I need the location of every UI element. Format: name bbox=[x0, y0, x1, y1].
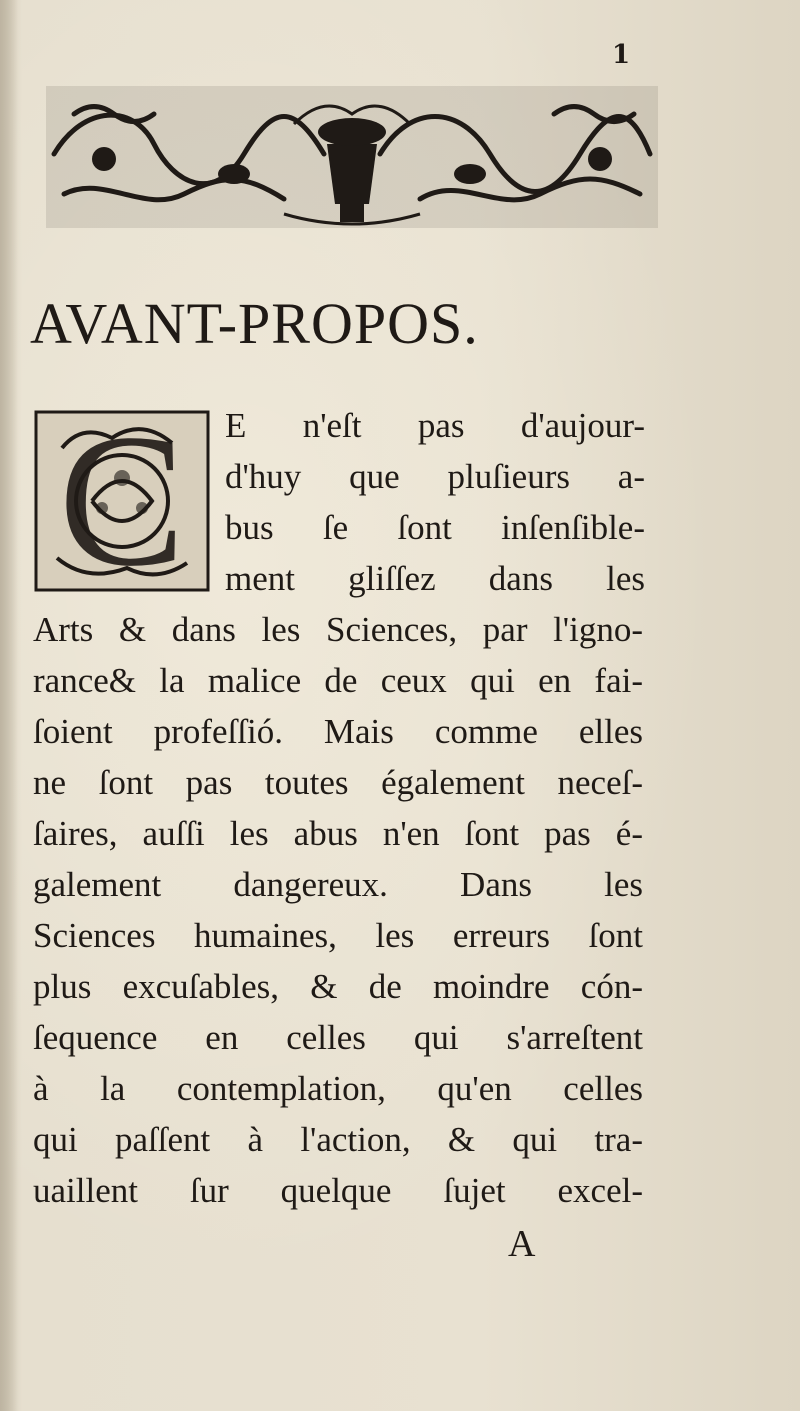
text-line: qui paſſent à l'action, & qui tra- bbox=[33, 1120, 643, 1159]
text-line: Arts & dans les Sciences, par l'igno- bbox=[33, 610, 643, 649]
text-line: rance& la malice de ceux qui en fai- bbox=[33, 661, 643, 700]
ornamental-headpiece bbox=[44, 84, 660, 230]
text-line: uaillent ſur quelque ſujet excel- bbox=[33, 1171, 643, 1210]
text-line: ment gliſſez dans les bbox=[225, 559, 645, 598]
page-number: 1 bbox=[612, 40, 631, 70]
text-line: E n'eſt pas d'aujour- bbox=[225, 406, 645, 445]
text-line: d'huy que pluſieurs a- bbox=[225, 457, 645, 496]
text-line: ne ſont pas toutes également neceſ- bbox=[33, 763, 643, 802]
opening-lines bbox=[225, 400, 645, 604]
text-line: à la contemplation, qu'en celles bbox=[33, 1069, 643, 1108]
chapter-title: AVANT-PROPOS. bbox=[30, 291, 479, 356]
text-line: Sciences humaines, les erreurs ſont bbox=[33, 916, 643, 955]
text-line: bus ſe ſont inſenſible- bbox=[225, 508, 645, 547]
text-line: ſequence en celles qui s'arreſtent bbox=[33, 1018, 643, 1057]
text-line: plus excuſables, & de moindre cón- bbox=[33, 967, 643, 1006]
page-gutter-shadow bbox=[0, 0, 18, 1411]
decorated-initial bbox=[32, 396, 212, 606]
text-line: galement dangereux. Dans les bbox=[33, 865, 643, 904]
text-line: ſoient profeſſió. Mais comme elles bbox=[33, 712, 643, 751]
text-line: ſaires, auſſi les abus n'en ſont pas é- bbox=[33, 814, 643, 853]
signature-mark: A bbox=[508, 1223, 536, 1265]
initial-letter: C bbox=[58, 396, 186, 606]
body-text bbox=[33, 604, 643, 1216]
